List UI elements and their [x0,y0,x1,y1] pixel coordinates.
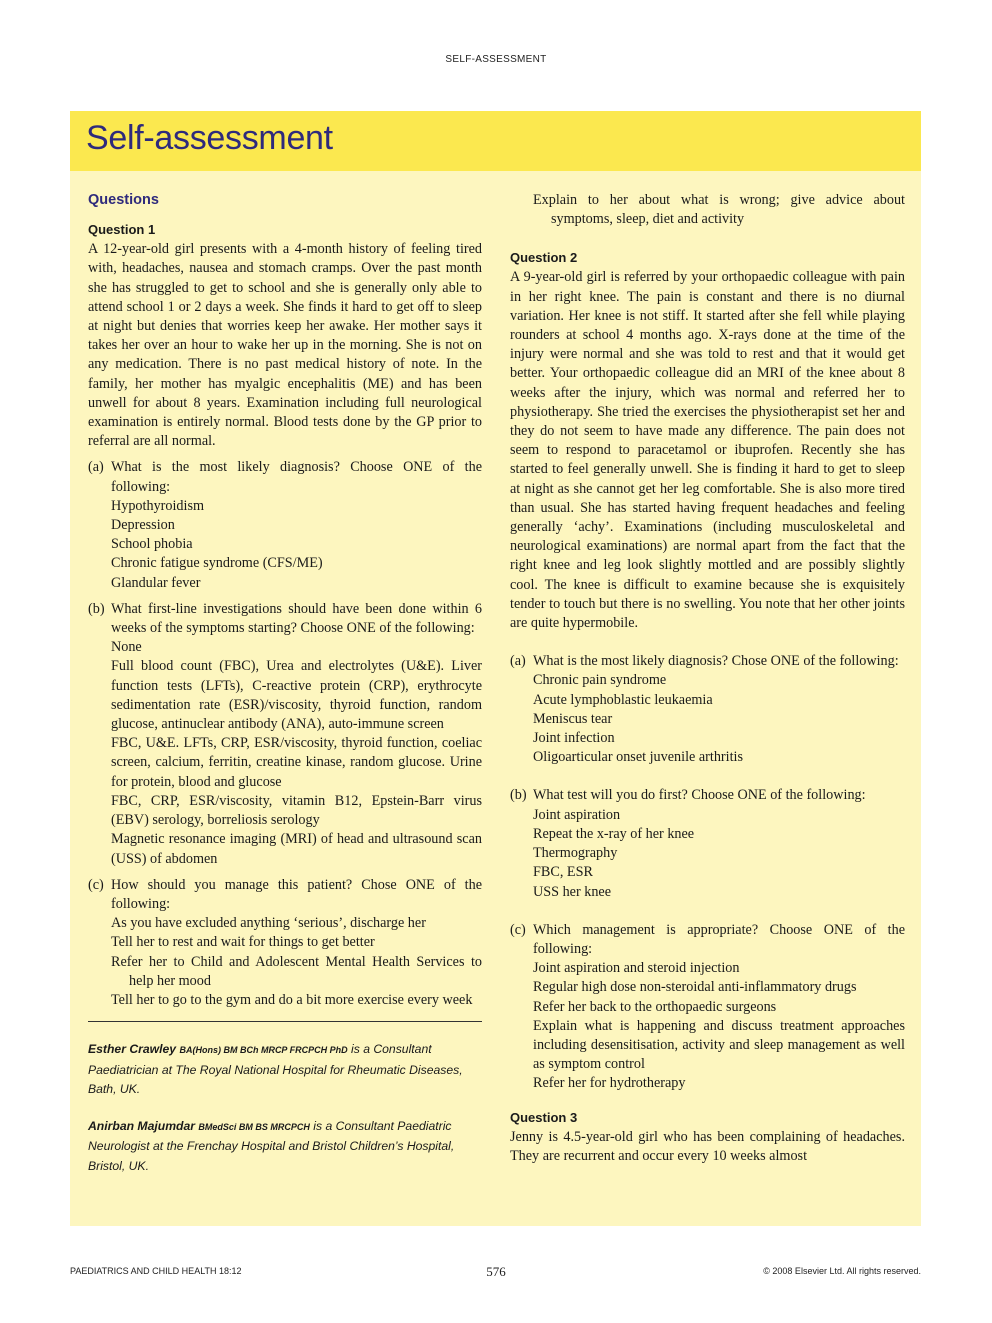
question-2-stem: A 9-year-old girl is referred by your orthopaedic colleague with pain in her right knee. The pain is constant and there is no diurnal variation. Her knee is not stiff. It started after she fell while playing rounders at school 4 months ago. X-rays done at the time of the injury were normal and she was told to rest and that it would get better. Your orthopaedic colleague did an MRI of the knee about 8 weeks after the injury, which was normal and referred her to physiotherapy. She tried the exercises the physiotherapist set her and they do not seem to have made any difference. The pain does not seem to respond to paracetamol or ibuprofen. Recently she has started to feel generally unwell. She is finding it hard to get to sleep at night as she cannot get her leg comfortable. She is also more tired than usual. She has started having frequent headaches and feeling generally ‘achy’. Examinations (including musculoskeletal and neurological examinations) are normal apart from the fact that the right knee and leg look slightly mottled and are possibly slightly cool. The knee is difficult to examine because she is exquisitely tender to touch but there is no swelling. You note that her other joints are quite hypermobile. [510,269,905,632]
page-number: 576 [486,1264,506,1279]
option: Full blood count (FBC), Urea and electrolytes (U&E). Liver function tests (LFTs), C-reactive protein (CRP), erythrocyte sedimentation rate (ESR)/viscosity, thyroid function, random glucose, antinuclear antibody (ANA), auto-immune screen [111,658,482,733]
option: USS her knee [533,883,612,900]
question-2-heading: Question 2 [510,250,578,266]
question-1b [88,600,482,869]
part-label: (b) [510,787,527,804]
option: School phobia [111,536,193,553]
question-1a-text: What is the most likely diagnosis? Choose ONE of the following: [111,459,482,495]
option: Acute lymphoblastic leukaemia [533,691,713,708]
title-band [70,111,921,171]
author-bio [88,1117,482,1177]
option: Magnetic resonance imaging (MRI) of head and ultrasound scan (USS) of abdomen [111,831,482,867]
divider [88,1021,482,1022]
author-name: Esther Crawley [88,1042,177,1057]
author-role: is a Consultant Paediatrician at The Royal National Hospital for Rheumatic Diseases, Bath, UK. [88,1042,463,1097]
option: Explain to her about what is wrong; give advice about symptoms, sleep, diet and activity [533,192,905,228]
author-name: Anirban Majumdar [88,1118,195,1133]
option: Oligoarticular onset juvenile arthritis [533,749,743,766]
option: FBC, CRP, ESR/viscosity, vitamin B12, Epstein-Barr virus (EBV) serology, borreliosis serology [111,792,482,829]
left-column [88,191,482,1193]
author-qualifications: BMedSci BM BS MRCPCH [198,1121,310,1132]
questions-heading: Questions [88,192,159,208]
option: Regular high dose non-steroidal anti-inflammatory drugs [533,979,857,996]
running-head: SELF-ASSESSMENT [445,54,547,65]
question-2a [510,652,905,767]
option: Refer her for hydrotherapy [533,1075,686,1092]
question-2c [510,921,905,1094]
part-label: (c) [88,876,104,893]
journal-citation: PAEDIATRICS AND CHILD HEALTH 18:12 [70,1266,242,1276]
option: Thermography [533,845,618,862]
option: Refer her back to the orthopaedic surgeons [533,998,777,1015]
question-1-heading: Question 1 [88,222,156,238]
option: Tell her to rest and wait for things to get better [111,934,375,951]
option: Explain what is happening and discuss treatment approaches including desensitisation, activity and sleep management as well as symptom control [533,1017,905,1073]
part-label: (a) [88,459,104,476]
part-label: (a) [510,653,526,670]
option: Repeat the x-ray of her knee [533,825,695,842]
option: As you have excluded anything ‘serious’, discharge her [111,915,426,932]
option: Refer her to Child and Adolescent Mental Health Services to help her mood [111,953,482,989]
option: None [111,639,142,656]
option: Depression [111,517,175,534]
question-1c-continued [510,191,905,229]
question-3-heading: Question 3 [510,1109,578,1125]
option: Joint aspiration and steroid injection [533,960,740,977]
question-3-stem: Jenny is 4.5-year-old girl who has been complaining of headaches. They are recurrent and occur every 10 weeks almost [510,1128,905,1164]
author-qualifications: BA(Hons) BM BCh MRCP FRCPCH PhD [179,1045,348,1056]
right-column [510,191,905,1166]
option: Chronic fatigue syndrome (CFS/ME) [111,555,323,572]
option: FBC, ESR [533,864,593,881]
option: Joint aspiration [533,806,621,823]
option: Tell her to go to the gym and do a bit more exercise every week [111,991,473,1008]
question-1b-text: What first-line investigations should have been done within 6 weeks of the symptoms starting? Choose ONE of the following: [111,600,482,637]
option: Meniscus tear [533,710,613,727]
option: Chronic pain syndrome [533,672,667,689]
question-1a [88,458,482,592]
question-1c [88,876,482,1010]
question-1-stem: A 12-year-old girl presents with a 4-month history of feeling tired with, headaches, nausea and stomach cramps. Over the past month she has struggled to get to school and she is generally only able to attend school 1 or 2 days a week. She finds it hard to get off to sleep at night but denies that worries keep her awake. Her mother says it takes her over an hour to wake her up in the morning. She is not on any medication. There is no past medical history of note. In the family, her mother has myalgic encephalitis (ME) and has been unwell for about 8 years. Examination including full neurological examination is entirely normal. Blood tests done by the GP prior to referral are all normal. [88,241,482,450]
option: Joint infection [533,730,615,747]
part-label: (c) [510,921,526,938]
author-role: is a Consultant Paediatric Neurologist at the Frenchay Hospital and Bristol Children’s Hospital, Bristol, UK. [88,1118,455,1173]
question-2b-text: What test will you do first? Choose ONE of the following: [533,787,866,804]
option: FBC, U&E. LFTs, CRP, ESR/viscosity, thyroid function, coeliac screen, calcium, ferritin, creatine kinase, random glucose. Urine for protein, blood and glucose [111,735,482,790]
copyright: © 2008 Elsevier Ltd. All rights reserved. [763,1266,921,1276]
author-bio [88,1040,482,1100]
page-title: Self-assessment [86,119,333,157]
question-2b [510,786,905,901]
question-1c-text: How should you manage this patient? Chose ONE of the following: [111,876,482,912]
option: Hypothyroidism [111,497,205,514]
option: Glandular fever [111,574,201,591]
question-2c-text: Which management is appropriate? Choose ONE of the following: [533,921,905,957]
part-label: (b) [88,600,105,617]
question-2a-text: What is the most likely diagnosis? Chose ONE of the following: [533,653,899,670]
